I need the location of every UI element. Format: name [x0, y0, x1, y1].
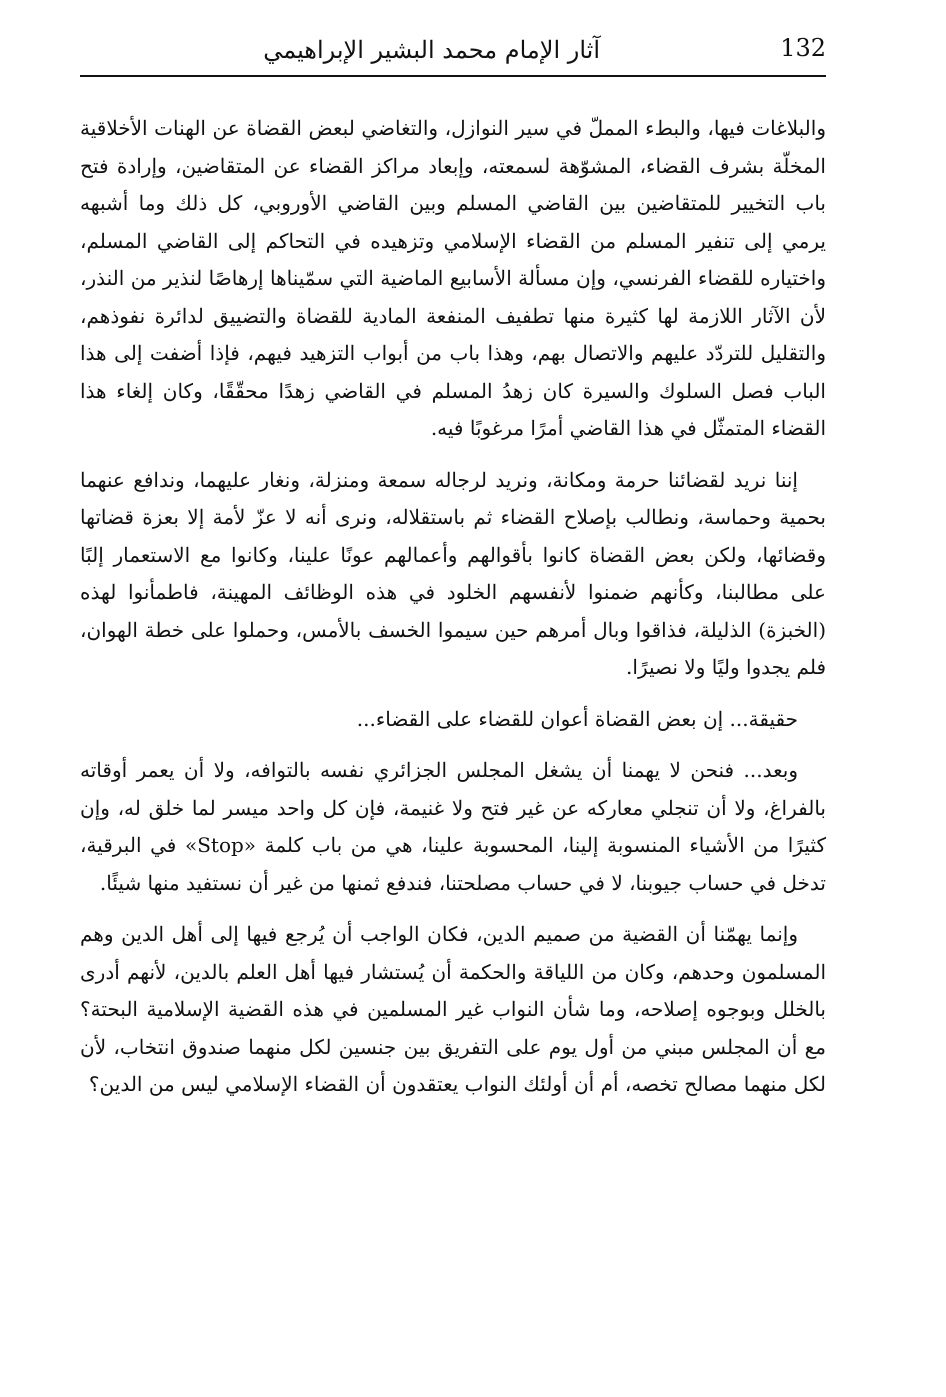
- paragraph: حقيقة... إن بعض القضاة أعوان للقضاء على القضاء...: [356, 706, 798, 731]
- body-text: [80, 110, 826, 1118]
- paragraph: إننا نريد لقضائنا حرمة ومكانة، ونريد لرجاله سمعة ومنزلة، ونغار عليهما، وندافع عنهما بحمية وحماسة، ونطالب بإصلاح القضاء ثم باستقلاله، ونرى أنه لا عزّ لأمة إلا بعزة قضاتها وقضائها، ولكن بعض القضاة كانوا بأقوالهم وأعمالهم عونًا علينا، وكانوا مع الاستعمار إلبًا على مطالبنا، وكأنهم ضمنوا لأنفسهم الخلود في هذه الوظائف المهينة، فاطمأنوا لهذه (الخبزة) الذليلة، فذاقوا وبال أمرهم حين سيموا الخسف بالأمس، وحملوا على خطة الهوان، فلم يجدوا وليًا ولا نصيرًا.: [80, 467, 826, 679]
- running-header: [80, 30, 826, 74]
- paragraph: وبعد... فنحن لا يهمنا أن يشغل المجلس الجزائري نفسه بالتوافه، ولا أن يعمر أوقاته بالفراغ، ولا أن تنجلي معاركه عن غير فتح ولا غنيمة، فإن كل واحد ميسر لما خلق له، وإن كثيرًا من الأشياء المنسوبة إلينا، المحسوبة علينا، هي من باب كلمة «Stop» في البرقية، تدخل في حساب جيوبنا، لا في حساب مصلحتنا، فندفع ثمنها من غير أن نستفيد منها شيئًا.: [80, 758, 826, 895]
- running-title: آثار الإمام محمد البشير الإبراهيمي: [263, 36, 600, 64]
- page-number: 132: [780, 34, 826, 62]
- paragraph: وإنما يهمّنا أن القضية من صميم الدين، فكان الواجب أن يُرجع فيها إلى أهل الدين وهم المسلمون وحدهم، وكان من اللياقة والحكمة أن يُستشار فيها أهل العلم بالدين، لأنهم أدرى بالخلل وبوجوه إصلاحه، وما شأن النواب غير المسلمين في هذه القضية الإسلامية البحتة؟ مع أن المجلس مبني من أول يوم على التفريق بين جنسين لكل منهما صندوق انتخاب، لأن لكل منهما مصالح تخصه، أم أن أولئك النواب يعتقدون أن القضاء الإسلامي ليس من الدين؟: [80, 922, 826, 1096]
- header-rule: [80, 75, 826, 77]
- paragraph: والبلاغات فيها، والبطء المملّ في سير النوازل، والتغاضي لبعض القضاة عن الهنات الأخلاقية المخلّة بشرف القضاء، المشوّهة لسمعته، وإبعاد مراكز القضاء عن المتقاضين، وإرادة فتح باب التخيير للمتقاضين بين القاضي المسلم وبين القاضي الأوروبي، كل ذلك وما أشبهه يرمي إلى تنفير المسلم من القضاء الإسلامي وتزهيده في التحاكم إلى القاضي المسلم، واختياره للقضاء الفرنسي، وإن مسألة الأسابيع الماضية التي سمّيناها إرهاصًا لنذير من النذر، لأن الآثار اللازمة لها كثيرة منها تطفيف المنفعة المادية للقضاة والتضييق لدائرة نفوذهم، والتقليل للتردّد عليهم والاتصال بهم، وهذا باب من أبواب التزهيد فيهم، فإذا أضفت إلى هذا الباب فصل السلوك والسيرة كان زهدُ المسلم في القاضي زهدًا محقّقًا، وكان إلغاء هذا القضاء المتمثّل في هذا القاضي أمرًا مرغوبًا فيه.: [80, 116, 826, 440]
